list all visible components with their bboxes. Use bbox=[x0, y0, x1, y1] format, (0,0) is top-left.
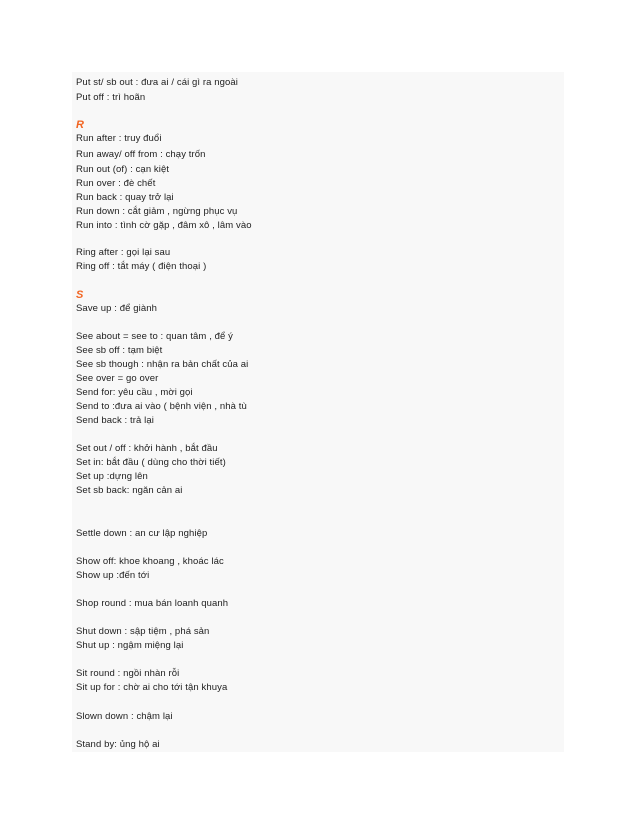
entry-slown-down: Slown down : chậm lại bbox=[76, 711, 173, 722]
section-letter-s: S bbox=[76, 289, 84, 301]
entry-sit-round: Sit round : ngồi nhàn rỗi bbox=[76, 668, 180, 679]
entry-send-for: Send for: yêu cầu , mời gọi bbox=[76, 387, 193, 398]
entry-ring-after: Ring after : gọi lại sau bbox=[76, 247, 171, 258]
entry-see-though: See sb though : nhận ra bản chất của ai bbox=[76, 359, 249, 370]
entry-stand-by: Stand by: ủng hộ ai bbox=[76, 739, 160, 750]
entry-put-off: Put off : trì hoãn bbox=[76, 92, 146, 103]
entry-see-off: See sb off : tạm biệt bbox=[76, 345, 163, 356]
entry-see-about: See about = see to : quan tâm , để ý bbox=[76, 331, 234, 342]
entry-run-out: Run out (of) : cạn kiệt bbox=[76, 164, 170, 175]
entry-run-into: Run into : tình cờ gặp , đâm xô , lâm vào bbox=[76, 220, 252, 231]
entry-shop-round: Shop round : mua bán loanh quanh bbox=[76, 598, 229, 609]
entry-put-out: Put st/ sb out : đưa ai / cái gì ra ngoài bbox=[76, 77, 239, 88]
entry-set-out: Set out / off : khởi hành , bắt đầu bbox=[76, 443, 218, 454]
entry-ring-off: Ring off : tắt máy ( điện thoại ) bbox=[76, 261, 207, 272]
entry-run-back: Run back : quay trở lại bbox=[76, 192, 174, 203]
entry-shut-up: Shut up : ngậm miệng lại bbox=[76, 640, 184, 651]
entry-see-over: See over = go over bbox=[76, 373, 159, 384]
entry-sit-up-for: Sit up for : chờ ai cho tới tận khuya bbox=[76, 682, 228, 693]
section-letter-r: R bbox=[76, 119, 84, 131]
entry-show-up: Show up :đến tới bbox=[76, 570, 150, 581]
entry-set-back: Set sb back: ngăn cản ai bbox=[76, 485, 183, 496]
entry-shut-down: Shut down : sập tiệm , phá sản bbox=[76, 626, 210, 637]
entry-run-down: Run down : cắt giảm , ngừng phục vụ bbox=[76, 206, 238, 217]
entry-send-to: Send to :đưa ai vào ( bệnh viện , nhà tù bbox=[76, 401, 247, 412]
entry-set-in: Set in: bắt đầu ( dùng cho thời tiết) bbox=[76, 457, 226, 468]
entry-settle-down: Settle down : an cư lập nghiệp bbox=[76, 528, 208, 539]
entry-run-over: Run over : đè chết bbox=[76, 178, 156, 189]
entry-run-after: Run after : truy đuổi bbox=[76, 133, 162, 144]
entry-set-up: Set up :dựng lên bbox=[76, 471, 148, 482]
entry-save-up: Save up : để giành bbox=[76, 303, 158, 314]
entry-show-off: Show off: khoe khoang , khoác lác bbox=[76, 556, 224, 567]
entry-send-back: Send back : trả lại bbox=[76, 415, 154, 426]
entry-run-away: Run away/ off from : chạy trốn bbox=[76, 149, 206, 160]
